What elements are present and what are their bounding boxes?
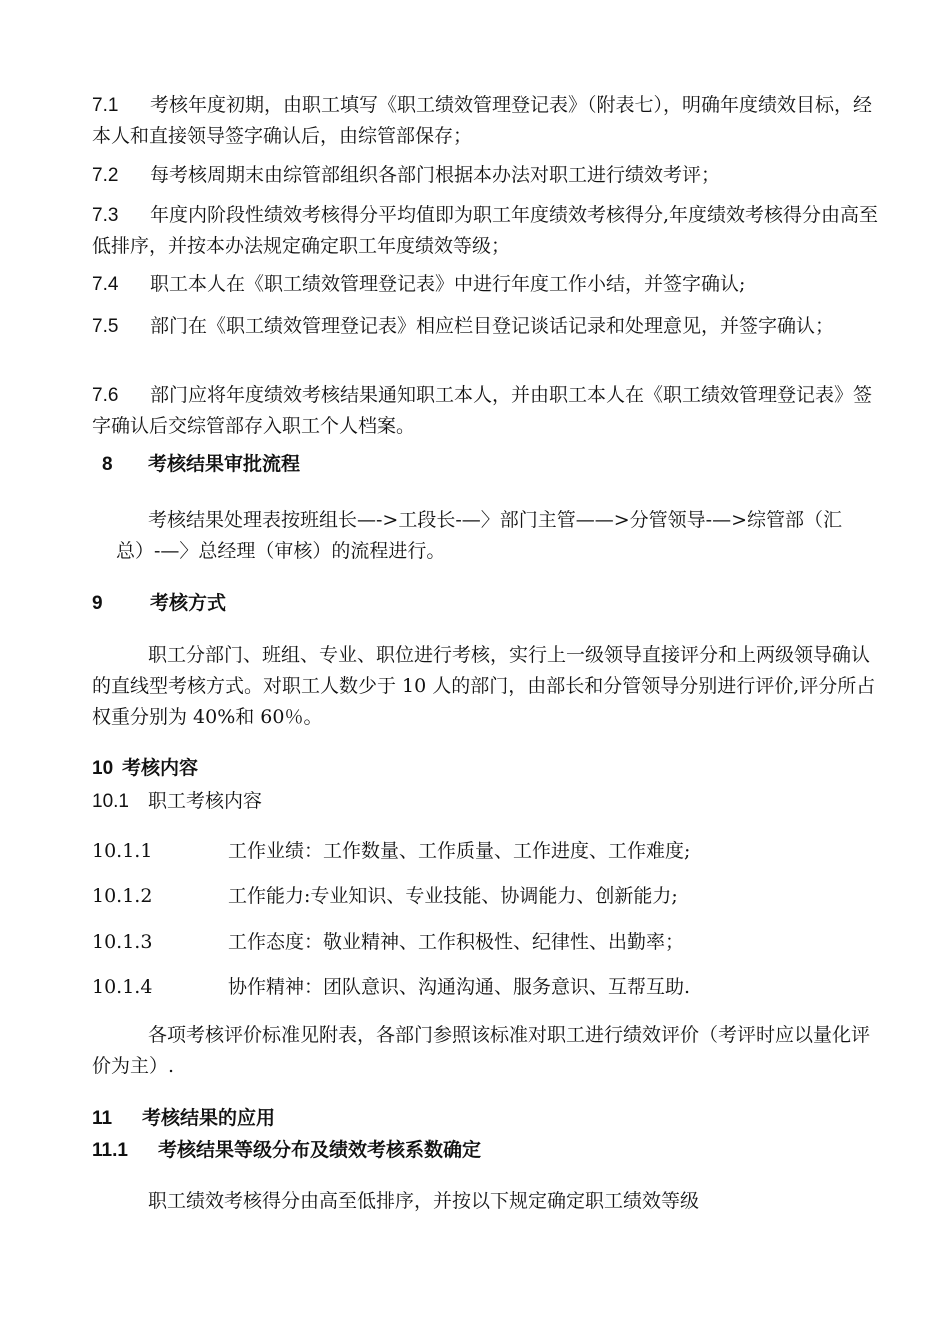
- section-number: 9: [92, 593, 103, 614]
- clause-text: 每考核周期末由综管部组织各部门根据本办法对职工进行绩效考评；: [150, 164, 721, 186]
- subsection-title: 考核结果等级分布及绩效考核系数确定: [158, 1140, 482, 1161]
- section-9-body: 职工分部门、班组、专业、职位进行考核，实行上一级领导直接评分和上两级领导确认的直线型考核方式。对职工人数少于 10 人的部门，由部长和分管领导分别进行评价,评分所占权重分别为 40%和 60％。: [92, 644, 876, 728]
- item-text: 工作业绩：工作数量、工作质量、工作进度、工作难度;: [228, 840, 691, 862]
- section-title: 考核结果的应用: [142, 1108, 276, 1129]
- section-11-body: 职工绩效考核得分由高至低排序，并按以下规定确定职工绩效等级: [148, 1190, 700, 1212]
- clause-7-5: [92, 311, 882, 342]
- clause-number: 7.1: [92, 95, 119, 116]
- item-number: 10.1.1: [92, 840, 153, 862]
- clause-text: 职工本人在《职工绩效管理登记表》中进行年度工作小结，并签字确认;: [150, 273, 746, 295]
- subsection-number: 10.1: [92, 791, 129, 812]
- item-10-1-3: [92, 929, 684, 955]
- section-number: 10: [92, 758, 114, 779]
- clause-number: 7.5: [92, 316, 119, 337]
- clause-number: 7.4: [92, 274, 119, 295]
- item-10-1-2: [92, 883, 678, 909]
- item-text: 工作态度：敬业精神、工作积极性、纪律性、出勤率；: [228, 931, 685, 953]
- item-number: 10.1.2: [92, 885, 153, 907]
- clause-text: 年度内阶段性绩效考核得分平均值即为职工年度绩效考核得分,年度绩效考核得分由高至低排序，并按本办法规定确定职工年度绩效等级；: [92, 204, 879, 257]
- item-10-1-1: [92, 838, 690, 864]
- clause-number: 7.6: [92, 385, 119, 406]
- item-text: 协作精神：团队意识、沟通沟通、服务意识、互帮互助.: [228, 976, 691, 998]
- section-title: 考核结果审批流程: [148, 454, 301, 475]
- item-10-1-4: [92, 974, 690, 1000]
- subsection-title: 职工考核内容: [148, 790, 263, 812]
- clause-7-4: [92, 269, 882, 300]
- clause-text: 考核年度初期，由职工填写《职工绩效管理登记表》（附表七），明确年度绩效目标，经本人和直接领导签字确认后，由综管部保存；: [92, 94, 873, 147]
- clause-7-1: [92, 90, 882, 152]
- section-9-heading: [92, 591, 226, 617]
- section-10-heading: [92, 756, 198, 782]
- section-8-heading: [102, 452, 300, 478]
- clause-7-6: [92, 380, 882, 442]
- section-title: 考核内容: [122, 758, 199, 779]
- section-number: 11: [92, 1108, 113, 1129]
- clause-number: 7.3: [92, 205, 119, 226]
- item-number: 10.1.4: [92, 976, 153, 998]
- section-8-body: 考核结果处理表按班组长—->工段长-—〉部门主管——>分管领导-—>综管部（汇总）-—〉总经理（审核）的流程进行。: [116, 509, 843, 562]
- section-10-body: 各项考核评价标准见附表，各部门参照该标准对职工进行绩效评价（考评时应以量化评价为主）.: [92, 1024, 871, 1077]
- clause-7-2: [92, 160, 882, 191]
- subsection-10-1: [92, 788, 262, 815]
- section-number: 8: [102, 454, 113, 475]
- section-title: 考核方式: [150, 593, 227, 614]
- section-11-heading: [92, 1106, 275, 1132]
- item-number: 10.1.3: [92, 931, 153, 953]
- clause-text: 部门应将年度绩效考核结果通知职工本人，并由职工本人在《职工绩效管理登记表》签字确认后交综管部存入职工个人档案。: [92, 384, 873, 437]
- subsection-number: 11.1: [92, 1140, 128, 1161]
- clause-7-3: [92, 200, 882, 262]
- clause-text: 部门在《职工绩效管理登记表》相应栏目登记谈话记录和处理意见，并签字确认；: [150, 315, 835, 337]
- clause-number: 7.2: [92, 165, 119, 186]
- item-text: 工作能力:专业知识、专业技能、协调能力、创新能力;: [228, 885, 678, 907]
- subsection-11-1-heading: [92, 1138, 481, 1164]
